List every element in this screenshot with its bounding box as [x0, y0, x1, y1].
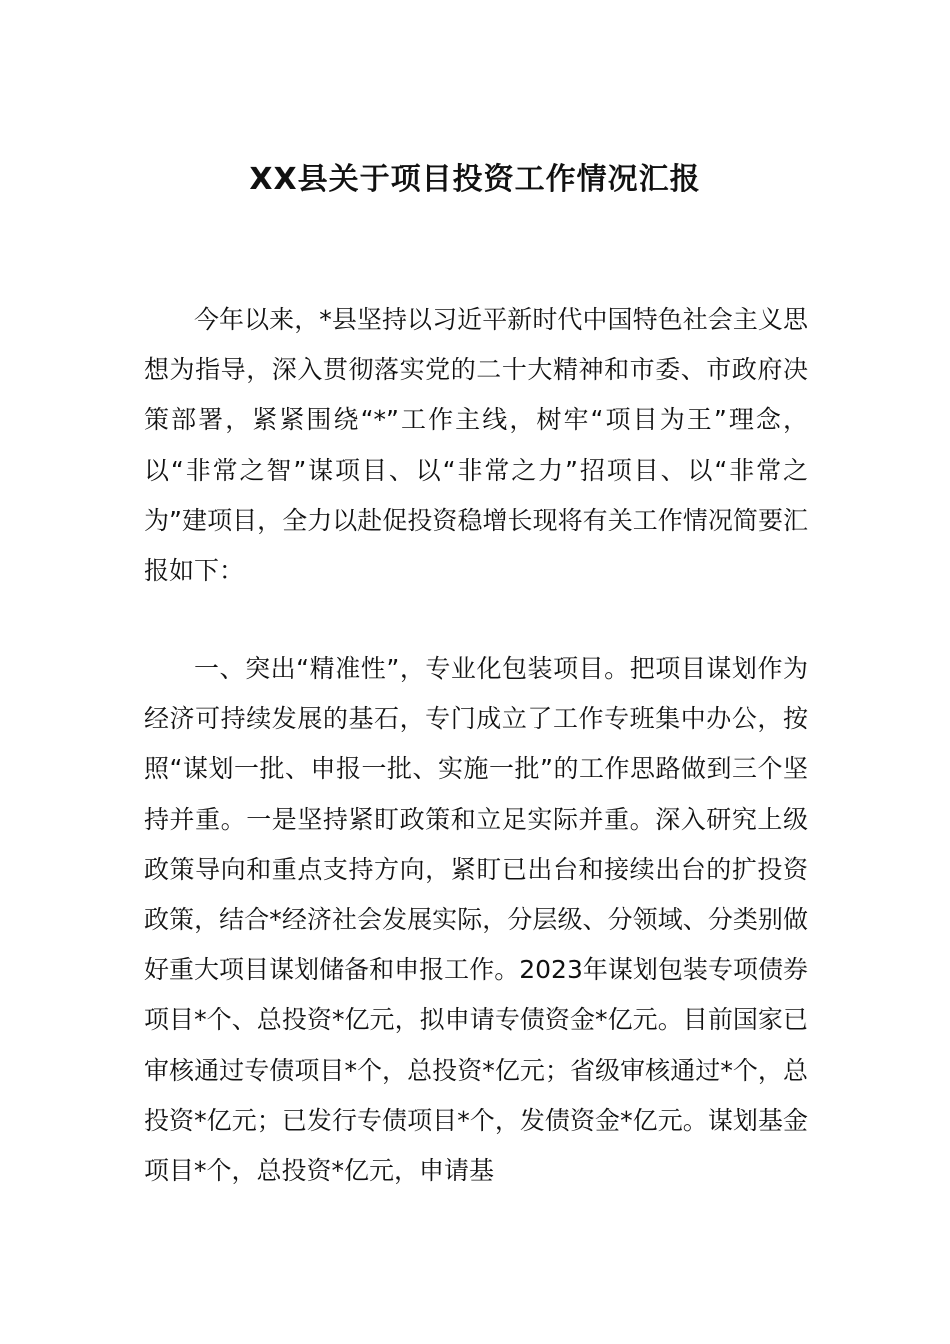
intro-paragraph: 今年以来，*县坚持以习近平新时代中国特色社会主义思想为指导，深入贯彻落实党的二十大精神和市委、市政府决策部署，紧紧围绕“*”工作主线，树牢“项目为王”理念，以“非常之智”谋项目、以“非常之力”招项目、以“非常之为”建项目，全力以赴促投资稳增长现将有关工作情况简要汇报如下：: [144, 305, 808, 586]
document-title: XX县关于项目投资工作情况汇报: [249, 162, 701, 197]
section-one-paragraph: 一、突出“精准性”，专业化包装项目。把项目谋划作为经济可持续发展的基石，专门成立了工作专班集中办公，按照“谋划一批、申报一批、实施一批”的工作思路做到三个坚持并重。一是坚持紧盯政策和立足实际并重。深入研究上级政策导向和重点支持方向，紧盯已出台和接续出台的扩投资政策，结合*经济社会发展实际，分层级、分领域、分类别做好重大项目谋划储备和申报工作。2023年谋划包装专项债券项目*个、总投资*亿元，拟申请专债资金*亿元。目前国家已审核通过专债项目*个，总投资*亿元；省级审核通过*个，总投资*亿元；已发行专债项目*个，发债资金*亿元。谋划基金项目*个，总投资*亿元，申请基: [144, 654, 808, 1186]
